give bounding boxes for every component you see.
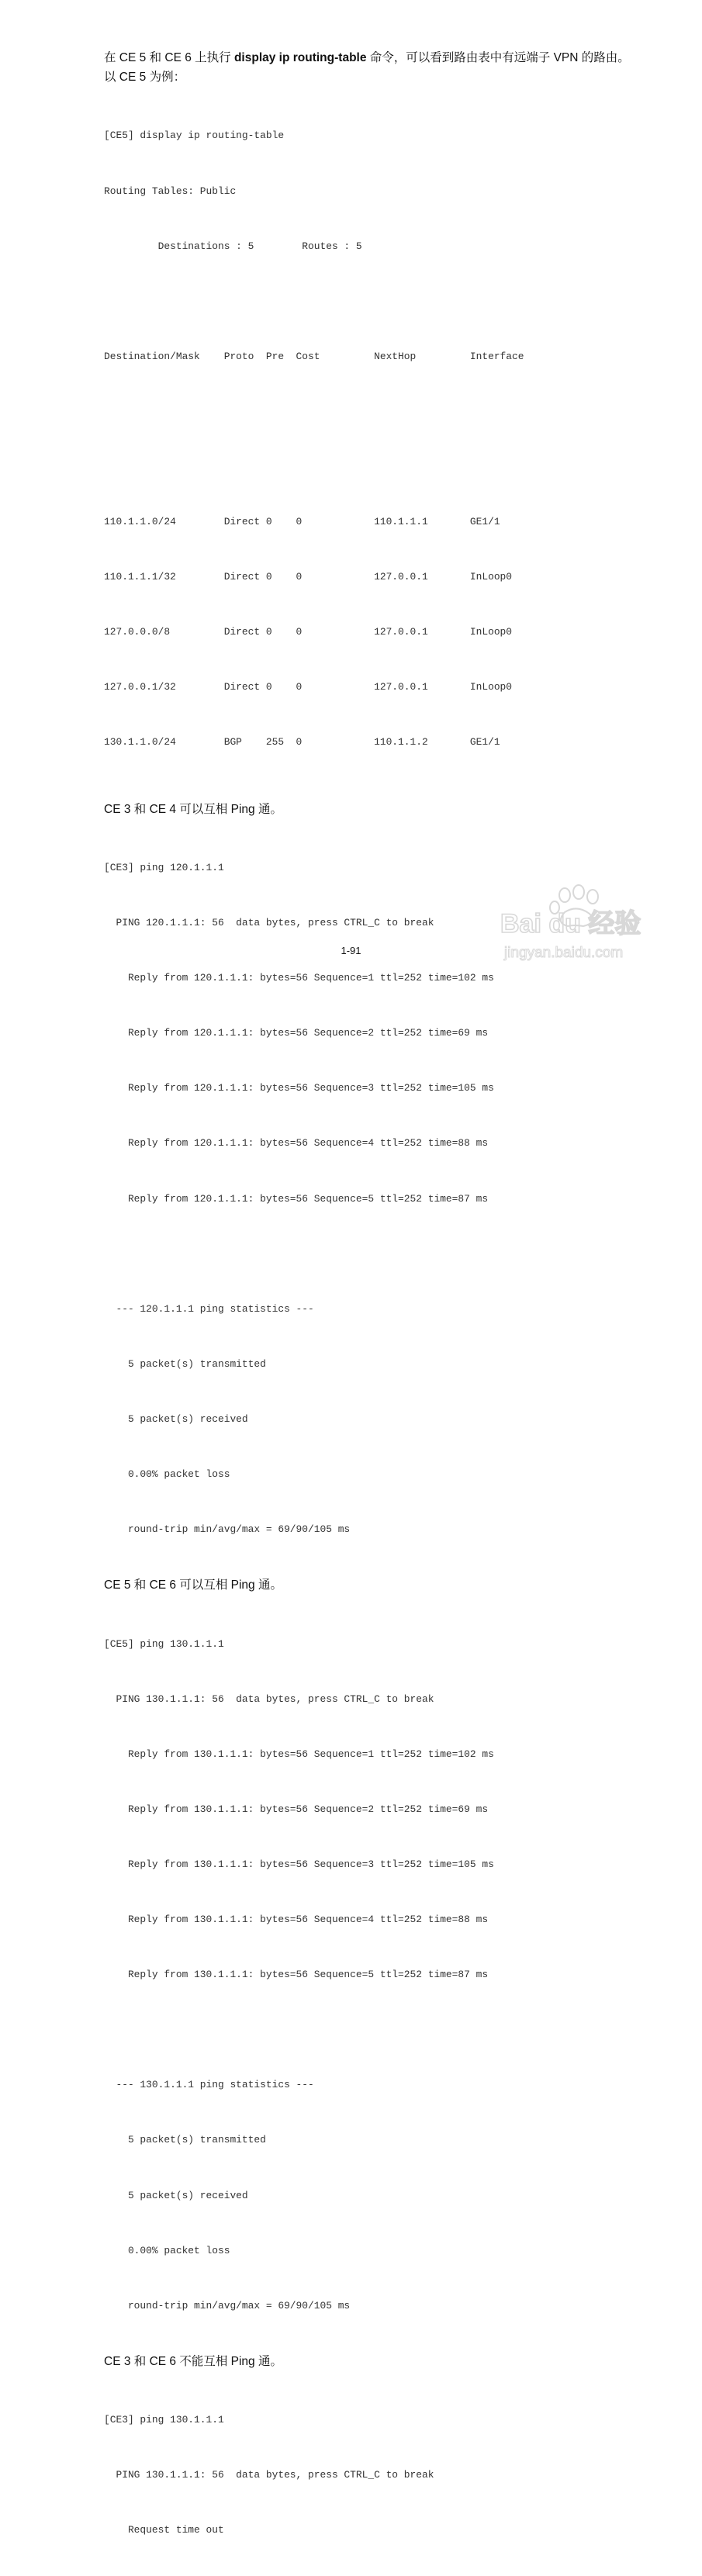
section-heading-ce5-ce6: CE 5 和 CE 6 可以互相 Ping 通。 — [104, 1578, 282, 1592]
code-line: [CE3] ping 120.1.1.1 — [104, 861, 224, 873]
code-line: 5 packet(s) received — [104, 1412, 248, 1425]
code-line — [104, 292, 662, 311]
code-line — [104, 403, 662, 421]
code-line: 127.0.0.0/8 Direct 0 0 127.0.0.1 InLoop0 — [104, 626, 513, 638]
code-line: 0.00% packet loss — [104, 2244, 230, 2256]
code-line — [104, 1245, 662, 1264]
code-line: 5 packet(s) transmitted — [104, 1357, 266, 1370]
code-line — [104, 458, 662, 476]
code-line: PING 130.1.1.1: 56 data bytes, press CTRL_C to break — [104, 1693, 434, 1705]
code-line: Reply from 120.1.1.1: bytes=56 Sequence=1 ttl=252 time=102 ms — [104, 972, 494, 984]
code-line: Reply from 120.1.1.1: bytes=56 Sequence=2 ttl=252 time=69 ms — [104, 1027, 489, 1039]
page-number: 1-91 — [341, 945, 361, 956]
code-line: PING 130.1.1.1: 56 data bytes, press CTRL_C to break — [104, 2469, 434, 2481]
intro-post-text: 命令，可以看到路由表中有远端子 VPN 的路由。 — [366, 51, 630, 64]
code-line: [CE5] ping 130.1.1.1 — [104, 1637, 224, 1650]
code-line: 5 packet(s) transmitted — [104, 2134, 266, 2146]
code-line: --- 120.1.1.1 ping statistics --- — [104, 1302, 314, 1315]
code-line: 0.00% packet loss — [104, 1468, 230, 1480]
intro-pre-text: 在 CE 5 和 CE 6 上执行 — [104, 51, 234, 64]
code-line: 130.1.1.0/24 BGP 255 0 110.1.1.2 GE1/1 — [104, 736, 500, 749]
document-page — [104, 48, 662, 2576]
code-line: Routing Tables: Public — [104, 185, 237, 197]
code-line: [CE3] ping 130.1.1.1 — [104, 2414, 224, 2426]
code-line: Reply from 120.1.1.1: bytes=56 Sequence=4 ttl=252 time=88 ms — [104, 1137, 489, 1150]
code-line: PING 120.1.1.1: 56 data bytes, press CTRL_C to break — [104, 917, 434, 929]
code-line: Destinations : 5 Routes : 5 — [104, 240, 362, 252]
code-line — [104, 2021, 662, 2039]
code-line: Destination/Mask Proto Pre Cost NextHop Interface — [104, 350, 524, 362]
code-line: Reply from 130.1.1.1: bytes=56 Sequence=1 ttl=252 time=102 ms — [104, 1748, 494, 1760]
code-line: Reply from 130.1.1.1: bytes=56 Sequence=3 ttl=252 time=105 ms — [104, 1858, 494, 1870]
baidu-paw-icon — [496, 884, 667, 970]
code-line: --- 130.1.1.1 ping statistics --- — [104, 2079, 314, 2091]
code-line: 110.1.1.0/24 Direct 0 0 110.1.1.1 GE1/1 — [104, 516, 500, 528]
intro-command: display ip routing-table — [233, 51, 367, 64]
intro-paragraph — [104, 48, 662, 67]
code-line: Request time out — [104, 2524, 224, 2536]
code-line: 110.1.1.1/32 Direct 0 0 127.0.0.1 InLoop0 — [104, 571, 513, 583]
code-line: Reply from 130.1.1.1: bytes=56 Sequence=2 ttl=252 time=69 ms — [104, 1803, 489, 1815]
section-heading-ce3-ce4: CE 3 和 CE 4 可以互相 Ping 通。 — [104, 802, 282, 816]
code-line: round-trip min/avg/max = 69/90/105 ms — [104, 2299, 351, 2311]
code-line: Reply from 120.1.1.1: bytes=56 Sequence=5 ttl=252 time=87 ms — [104, 1192, 489, 1205]
watermark-brand: Bai du 经验 — [500, 909, 641, 939]
section-heading-ce3-ce6: CE 3 和 CE 6 不能互相 Ping 通。 — [104, 2354, 282, 2368]
ping-output-ce5 — [104, 1598, 662, 2352]
code-line: round-trip min/avg/max = 69/90/105 ms — [104, 1523, 351, 1536]
intro-line-2: 以 CE 5 为例： — [104, 71, 186, 84]
ping-output-ce3-fail — [104, 2374, 662, 2576]
code-line: [CE5] display ip routing-table — [104, 130, 285, 142]
code-line: Reply from 120.1.1.1: bytes=56 Sequence=3 ttl=252 time=105 ms — [104, 1082, 494, 1094]
code-line: 5 packet(s) received — [104, 2189, 248, 2201]
code-line: Reply from 130.1.1.1: bytes=56 Sequence=4 ttl=252 time=88 ms — [104, 1914, 489, 1926]
routing-table-output — [104, 90, 662, 789]
code-line: 127.0.0.1/32 Direct 0 0 127.0.0.1 InLoop0 — [104, 681, 513, 693]
code-line: Reply from 130.1.1.1: bytes=56 Sequence=5 ttl=252 time=87 ms — [104, 1969, 489, 1981]
watermark-url: jingyan.baidu.com — [504, 945, 624, 961]
baidu-watermark — [496, 884, 667, 970]
